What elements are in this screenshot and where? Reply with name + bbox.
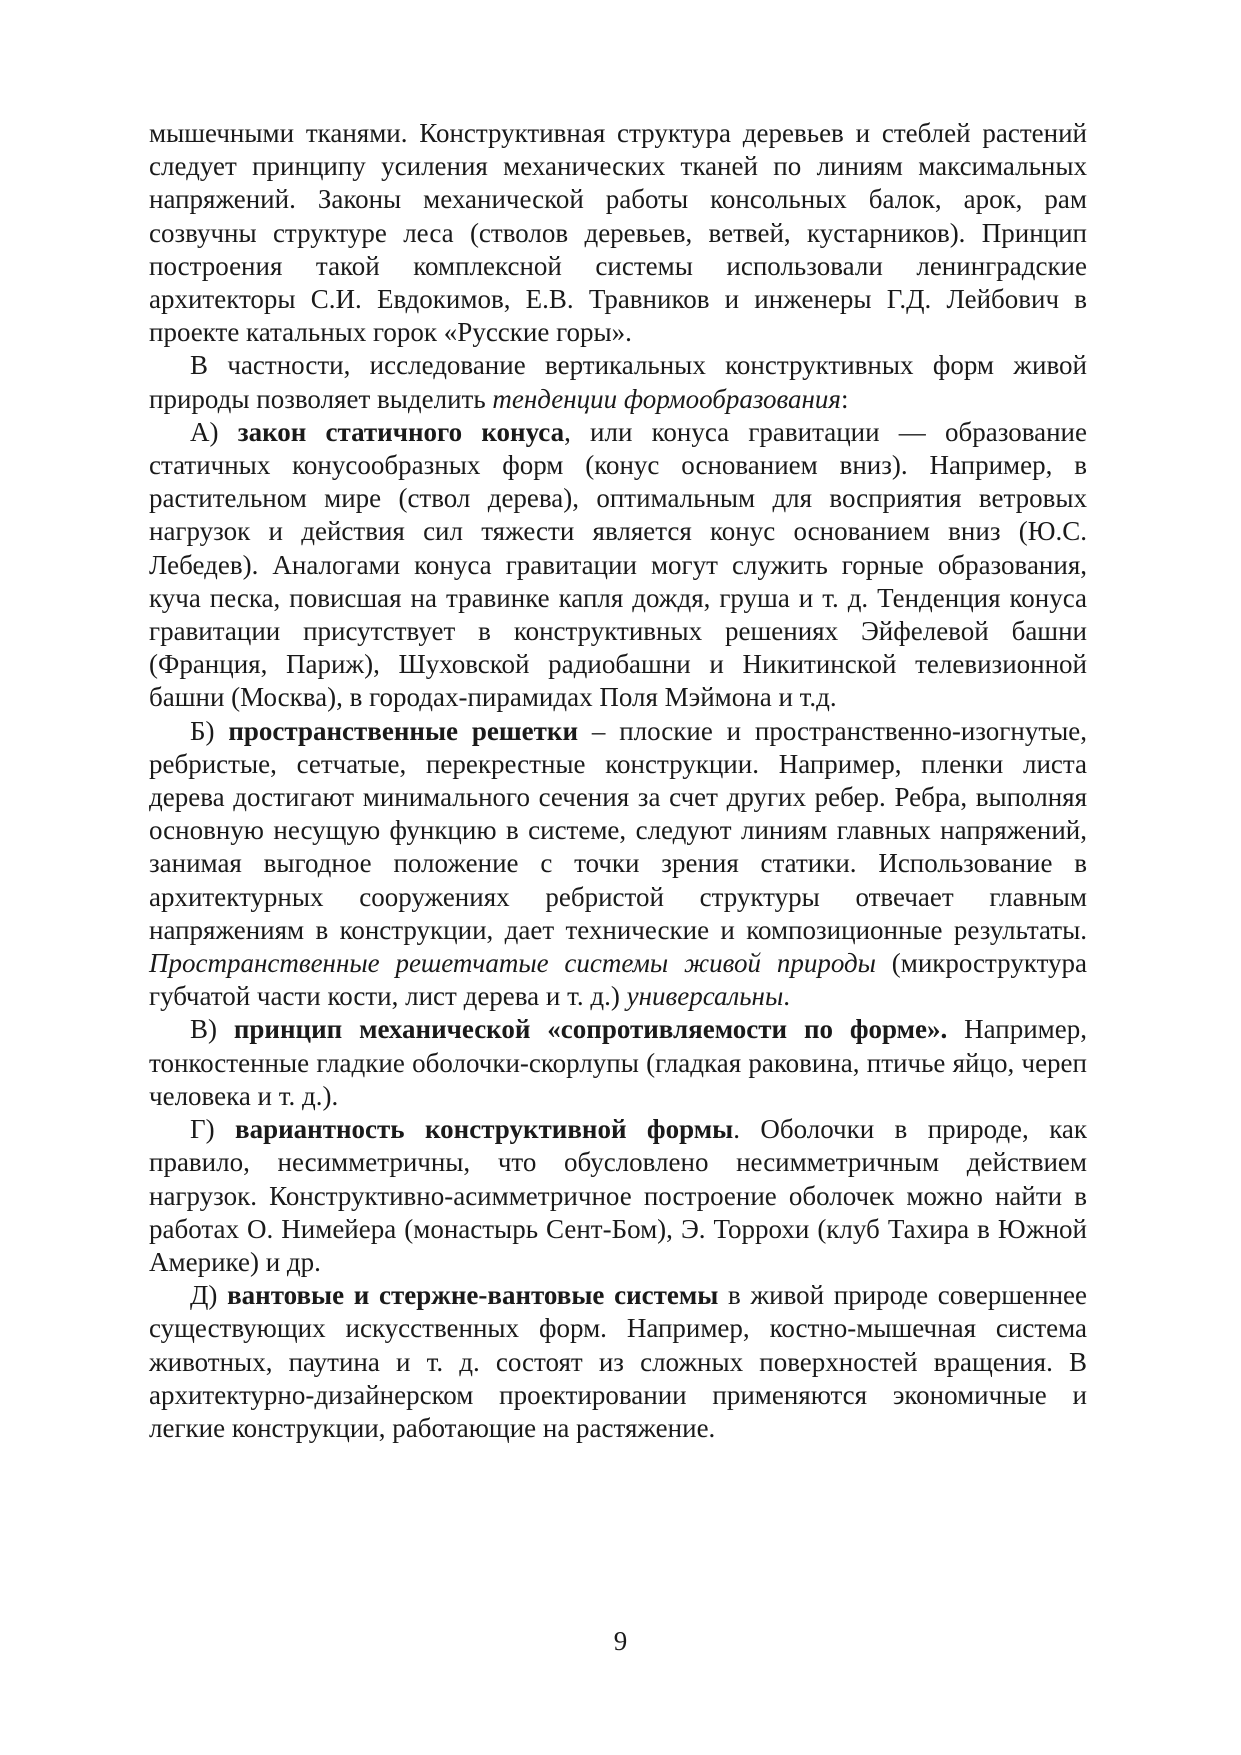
paragraph-text: Например, тонкостенные гладкие оболочки-скорлупы (гладкая раковина, птичье яйцо, череп человека и т. д.). xyxy=(149,1014,1087,1111)
paragraph-item-v xyxy=(149,1013,1087,1113)
item-heading: закон статичного конуса xyxy=(237,416,565,447)
item-label: Г) xyxy=(190,1114,236,1145)
item-label: А) xyxy=(190,416,238,447)
item-heading: вариантность конструктивной формы xyxy=(235,1114,734,1145)
paragraph-2 xyxy=(149,349,1087,415)
paragraph-item-a xyxy=(149,416,1087,715)
paragraph-text: (микроструктура губчатой части кости, лист дерева и т. д.) xyxy=(149,948,1088,1012)
paragraph-text: В частности, исследование вертикальных конструктивных форм живой природы позволяет выделить xyxy=(149,350,1087,414)
emphasis-term: Пространственные решетчатые системы живой природы xyxy=(149,948,876,979)
item-heading: принцип механической «сопротивляемости по форме». xyxy=(233,1014,948,1045)
paragraph-text: в живой природе совершеннее существующих искусственных форм. Например, костно-мышечная система животных, паутина и т. д. состоят из сложных поверхностей вращения. В архитектурно-дизайнерском проектировании применяются экономичные и легкие конструкции, работающие на растяжение. xyxy=(149,1280,1087,1443)
item-heading: пространственные решетки xyxy=(228,715,579,746)
paragraph-1 xyxy=(149,117,1087,349)
paragraph-text: , или конуса гравитации — образование статичных конусообразных форм (конус основанием вниз). Например, в растительном мире (ствол дерева), оптимальным для восприятия ветровых нагрузок и действия сил тяжести является конус основанием вниз (Ю.С. Лебедев). Аналогами конуса гравитации могут служить горные образования, куча песка, повисшая на травинке капля дождя, груша и т. д. Тенденция конуса гравитации присутствует в конструктивных решениях Эйфелевой башни (Франция, Париж), Шуховской радиобашни и Никитинской телевизионной башни (Москва), в городах-пирамидах Поля Мэймона и т.д. xyxy=(149,416,1087,713)
item-label: Д) xyxy=(190,1280,228,1311)
paragraph-item-d xyxy=(149,1279,1087,1445)
emphasis-term: тенденции формообразования xyxy=(492,383,841,414)
paragraph-text: . xyxy=(783,981,790,1012)
paragraph-text: : xyxy=(840,383,849,414)
item-label: Б) xyxy=(190,715,229,746)
item-label: В) xyxy=(190,1014,234,1045)
paragraph-text: мышечными тканями. Конструктивная структура деревьев и стеблей растений следует принципу усиления механических тканей по линиям максимальных напряжений. Законы механической работы консольных балок, арок, рам созвучны структуре леса (стволов деревьев, ветвей, кустарников). Принцип построения такой комплексной системы использовали ленинградские архитекторы С.И. Евдокимов, Е.В. Травников и инженеры Г.Д. Лейбович в проекте катальных горок «Русские горы». xyxy=(149,118,1087,348)
item-heading: вантовые и стержне-вантовые системы xyxy=(227,1280,719,1311)
paragraph-item-g xyxy=(149,1113,1087,1279)
page-number: 9 xyxy=(613,1626,628,1656)
page-body xyxy=(149,117,1087,1445)
paragraph-text: – плоские и пространственно-изогнутые, ребристые, сетчатые, перекрестные конструкции. Например, пленки листа дерева достигают минимального сечения за счет других ребер. Ребра, выполняя основную несущую функцию в системе, следуют линиям главных напряжений, занимая выгодное положение с точки зрения статики. Использование в архитектурных сооружениях ребристой структуры отвечает главным напряжениям в конструкции, дает технические и композиционные результаты. xyxy=(149,715,1087,945)
emphasis-term: универсальны xyxy=(626,981,784,1012)
paragraph-item-b xyxy=(149,715,1087,1014)
paragraph-text: . Оболочки в природе, как правило, несимметричны, что обусловлено несимметричным действием нагрузок. Конструктивно-асимметричное построение оболочек можно найти в работах О. Нимейера (монастырь Сент-Бом), Э. Торрохи (клуб Тахира в Южной Америке) и др. xyxy=(149,1114,1088,1277)
